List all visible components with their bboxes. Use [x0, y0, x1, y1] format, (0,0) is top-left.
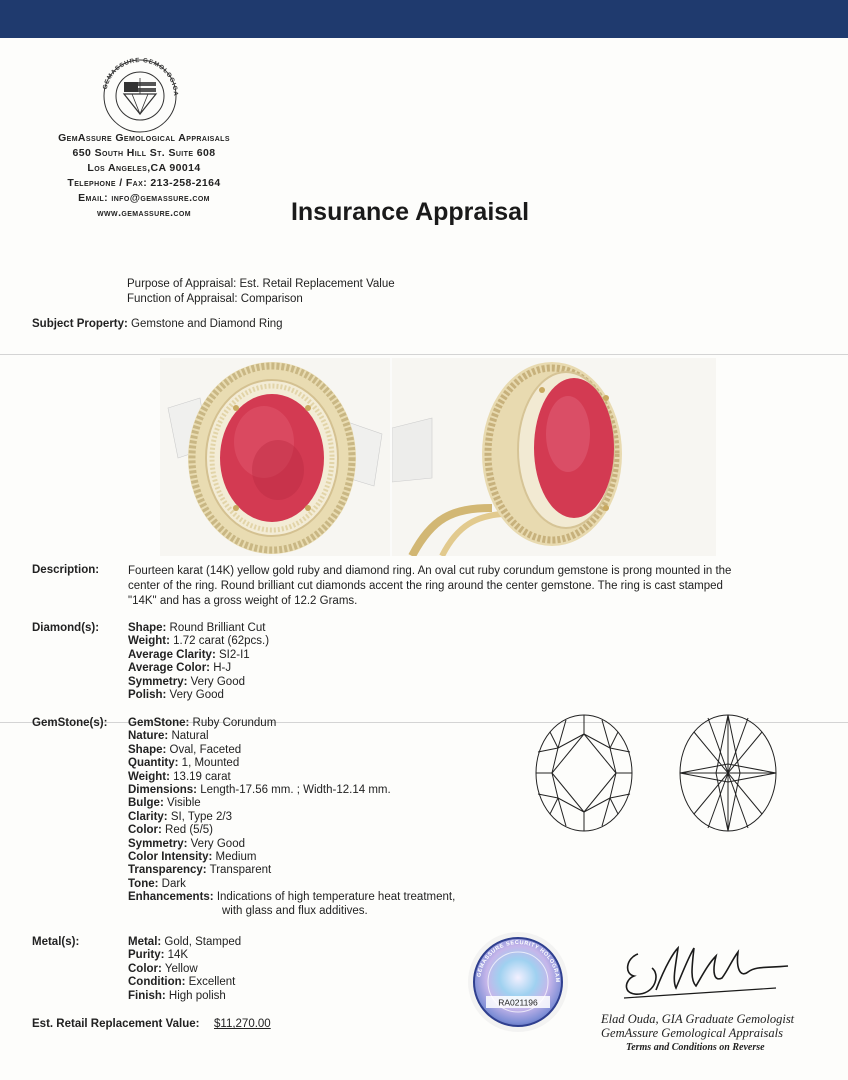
gemstone-nature-row	[128, 730, 455, 743]
field-label: Color Intensity:	[128, 851, 213, 864]
field-value: Very Good	[187, 837, 245, 850]
gemstone-intensity-row	[128, 851, 455, 864]
signer-block	[601, 1012, 794, 1040]
field-label: Dimensions:	[128, 784, 198, 797]
seal-id: RA021196	[498, 997, 538, 1008]
field-value: Round Brilliant Cut	[166, 622, 266, 634]
field-label: Weight:	[128, 635, 170, 648]
field-value: High polish	[165, 989, 226, 1002]
ring-photo-side	[392, 358, 716, 556]
field-value: Excellent	[185, 976, 236, 989]
field-label: Weight:	[128, 770, 170, 783]
field-label: GemStone:	[128, 717, 190, 729]
field-label: Shape:	[128, 743, 167, 756]
gemstone-transparency-row	[128, 864, 455, 877]
field-value: SI, Type 2/3	[167, 810, 232, 823]
gemstone-clarity-row	[128, 811, 455, 824]
subject-label: Subject Property:	[32, 318, 128, 330]
signer-name: Elad Ouda, GIA Graduate Gemologist	[601, 1012, 795, 1026]
field-value: Natural	[168, 730, 209, 743]
field-value: Ruby Corundum	[189, 717, 277, 729]
signature	[616, 934, 796, 1006]
facet-diagrams	[530, 712, 846, 834]
field-label: Symmetry:	[128, 675, 188, 688]
company-email: Email: info@gemassure.com	[78, 192, 210, 204]
field-value: Visible	[163, 797, 201, 810]
terms-note: Terms and Conditions on Reverse	[626, 1042, 765, 1053]
field-label: Purity:	[128, 949, 165, 962]
field-value: Red (5/5)	[161, 824, 213, 837]
diamond-clarity-row	[128, 649, 269, 662]
field-label: Average Clarity:	[128, 648, 216, 661]
value-label: Est. Retail Replacement Value:	[32, 1018, 200, 1030]
field-value: 1.72 carat (62pcs.)	[169, 635, 270, 648]
metal-purity-row	[128, 949, 241, 962]
gemstone-enhancements-continued: with glass and flux additives.	[222, 904, 368, 917]
metal-label: Metal(s):	[32, 936, 80, 948]
gemstone-bulge-row	[128, 797, 455, 810]
field-label: Condition:	[128, 976, 186, 989]
diamond-color-row	[128, 662, 269, 675]
company-website: www.gemassure.com	[97, 207, 191, 219]
gemstone-label: GemStone(s):	[32, 717, 108, 729]
subject-value: Gemstone and Diamond Ring	[127, 318, 283, 330]
field-label: Transparency:	[128, 864, 207, 877]
gemstone-enhancements-row	[128, 891, 455, 904]
gemstone-details	[128, 717, 455, 918]
diamond-shape-row	[128, 622, 269, 635]
field-label: Clarity:	[128, 810, 168, 823]
company-address-line2: Los Angeles,CA 90014	[87, 162, 201, 174]
gemstone-symmetry-row	[128, 838, 455, 851]
field-label: Color:	[128, 962, 162, 975]
field-value: 13.19 carat	[169, 770, 231, 783]
diamond-polish-row	[128, 689, 269, 702]
field-label: Quantity:	[128, 757, 179, 770]
field-label: Bulge:	[128, 797, 164, 810]
ring-photo-front	[160, 358, 390, 556]
signer-company: GemAssure Gemological Appraisals	[601, 1026, 783, 1040]
appraisal-purpose	[127, 277, 395, 307]
top-bar	[0, 0, 848, 38]
metal-details	[128, 936, 241, 1003]
ring-photos	[160, 358, 716, 556]
hologram-seal	[466, 930, 570, 1034]
company-phone: Telephone / Fax: 213-258-2164	[67, 177, 221, 189]
field-value: H-J	[210, 662, 232, 675]
field-value: Gold, Stamped	[161, 936, 242, 948]
company-name: GemAssure Gemological Appraisals	[58, 132, 230, 144]
field-label: Shape:	[128, 622, 167, 634]
field-label: Metal:	[128, 936, 162, 948]
metal-type-row	[128, 936, 241, 949]
gemstone-quantity-row	[128, 757, 455, 770]
field-label: Average Color:	[128, 662, 211, 675]
field-value: Length-17.56 mm. ; Width-12.14 mm.	[197, 784, 391, 797]
field-value: Very Good	[187, 675, 245, 688]
gemstone-weight-row	[128, 771, 455, 784]
purpose-line: Purpose of Appraisal: Est. Retail Replacement Value	[127, 278, 395, 290]
gemassure-logo	[94, 52, 186, 134]
field-label: Symmetry:	[128, 837, 188, 850]
page-title: Insurance Appraisal	[290, 198, 530, 226]
company-address-line1: 650 South Hill St. Suite 608	[72, 147, 216, 159]
metal-finish-row	[128, 990, 241, 1003]
gemstone-type-row	[128, 717, 455, 730]
metal-color-row	[128, 963, 241, 976]
field-value: Dark	[158, 877, 186, 890]
field-label: Polish:	[128, 689, 167, 702]
gemstone-tone-row	[128, 878, 455, 891]
svg-text:GEMASSURE SECURITY HOLOGRAM: GEMASSURE SECURITY HOLOGRAM	[476, 939, 561, 984]
description-label: Description:	[32, 564, 100, 576]
replacement-value: $11,270.00	[214, 1018, 271, 1030]
field-value: Medium	[212, 851, 257, 864]
gemstone-dimensions-row	[128, 784, 455, 797]
gemstone-color-row	[128, 824, 455, 837]
field-label: Nature:	[128, 730, 169, 743]
diamonds-details	[128, 622, 269, 702]
field-value: Indications of high temperature heat treatment,	[213, 891, 456, 904]
diamonds-label: Diamond(s):	[32, 622, 100, 634]
field-label: Finish:	[128, 989, 166, 1002]
field-value: 1, Mounted	[178, 757, 240, 770]
field-label: Color:	[128, 824, 162, 837]
description-text: Fourteen karat (14K) yellow gold ruby and diamond ring. An oval cut ruby corundum gemstone is prong mounted in the center of the ring. Round brilliant cut diamonds accent the ring around the center gemstone. The ring is cast stamped "14K" and has a gross weight of 12.2 Grams.	[128, 565, 732, 607]
field-value: Very Good	[166, 689, 224, 702]
field-label: Tone:	[128, 877, 159, 890]
subject-property	[32, 318, 283, 330]
pavilion-diagram	[680, 715, 776, 831]
metal-condition-row	[128, 976, 241, 989]
field-value: Oval, Faceted	[166, 743, 242, 756]
fold-line	[0, 354, 848, 355]
field-label: Enhancements:	[128, 891, 214, 904]
svg-text:GEMASSURE GEMOLOGICAL APPRAISA: GEMASSURE GEMOLOGICA	[101, 56, 180, 97]
function-line: Function of Appraisal: Comparison	[127, 293, 303, 305]
field-value: Transparent	[206, 864, 272, 877]
field-value: Yellow	[161, 962, 198, 975]
diamond-weight-row	[128, 635, 269, 648]
crown-diagram	[536, 715, 632, 831]
field-value: 14K	[164, 949, 189, 962]
field-value: SI2-I1	[215, 648, 250, 661]
gemstone-shape-row	[128, 744, 455, 757]
diamond-symmetry-row	[128, 676, 269, 689]
